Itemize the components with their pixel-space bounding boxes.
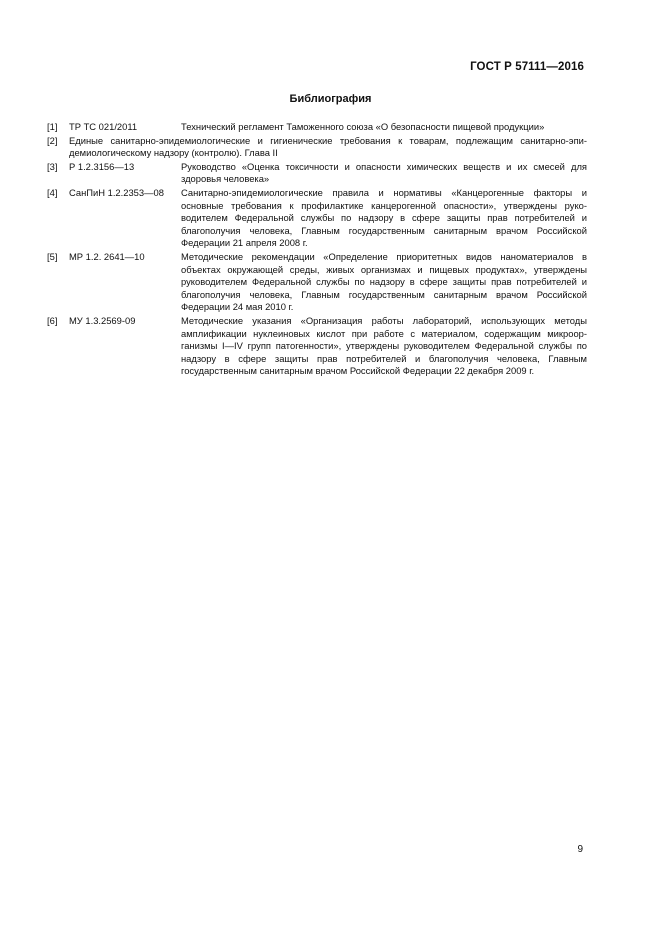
entry-number: [3] [47, 160, 58, 172]
section-title: Библиография [289, 93, 372, 105]
entry-text: Методические рекомендации «Определение приоритетных видов наноматериалов в объектах окружающей среды, живых организмах и пищевых продуктах», утверждены руководителем Федеральной службы по надзору в сфере защиты прав потребителей и благополучия человека, Главным государственным санитарным врачом Российской Федерации 24 мая 2010 г. [181, 250, 587, 313]
entry-number: [6] [47, 314, 58, 326]
entry-code: ТР ТС 021/2011 [69, 121, 138, 132]
entry-text: Санитарно-эпидемиологические правила и нормативы «Канцерогенные факторы и основные требования к профилактике канцерогенной опасности», утверждены руко-водителем Федеральной службы по надзору в сфере защиты прав потребителей и благополучия человека, Главным государственным санитарным врачом Российской Федерации 21 апреля 2008 г. [181, 186, 587, 249]
entry-text: Технический регламент Таможенного союза «О безопасности пищевой продукции» [181, 121, 545, 132]
entry-code: МР 1.2. 2641—10 [69, 250, 145, 262]
entry-number: [1] [47, 121, 58, 132]
bibliography-list [47, 121, 587, 379]
entry-code: МУ 1.3.2569-09 [69, 314, 136, 326]
bibliography-entry [47, 187, 587, 250]
entry-text: Единые санитарно-эпидемиологические и гигиенические требования к товарам, подлежащим санитарно-эпи-демиологическому надзору (контролю). Глава II [69, 134, 587, 159]
bibliography-entry [47, 135, 587, 160]
page-number: 9 [577, 844, 583, 855]
entry-text: Руководство «Оценка токсичности и опасности химических веществ и их смесей для здоровья человека» [181, 160, 587, 185]
document-code: ГОСТ Р 57111—2016 [470, 61, 584, 73]
entry-code: Р 1.2.3156—13 [69, 160, 135, 172]
bibliography-entry [47, 315, 587, 378]
entry-text: Методические указания «Организация работы лабораторий, использующих методы амплификации нуклеиновых кислот при работе с материалом, содержащим микроор-ганизмы I—IV групп патогенности», утверждены руководителем Федеральной службы по надзору в сфере защиты прав потребителей и благополучия человека, Главным государственным санитарным врачом Российской Федерации 22 декабря 2009 г. [181, 314, 587, 377]
bibliography-entry [47, 161, 587, 186]
entry-code: СанПиН 1.2.2353—08 [69, 186, 164, 198]
entry-number: [2] [47, 134, 58, 146]
bibliography-entry [47, 251, 587, 314]
entry-number: [5] [47, 250, 58, 262]
bibliography-entry [47, 121, 587, 134]
entry-number: [4] [47, 186, 58, 198]
